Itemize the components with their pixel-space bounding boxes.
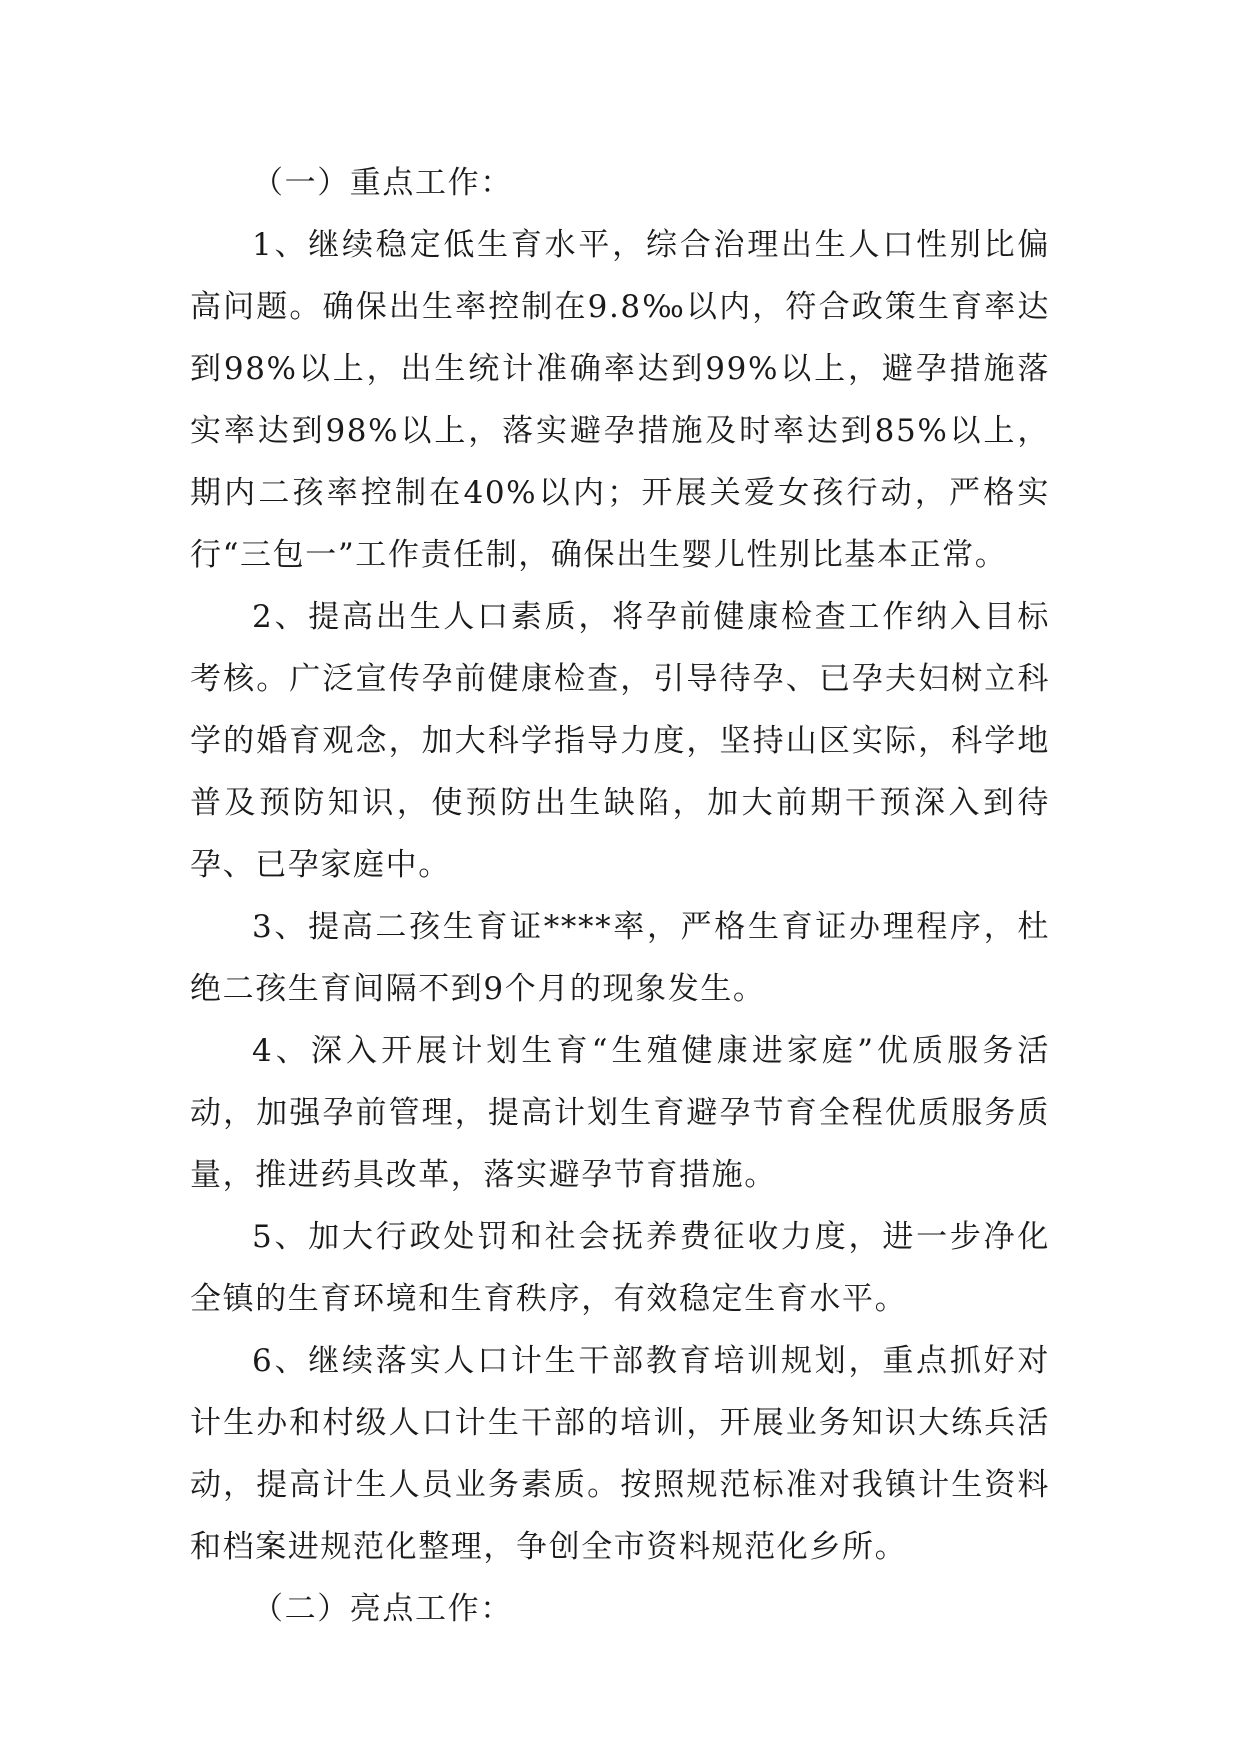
section-heading-key-work: （一）重点工作： [252, 165, 513, 201]
paragraph-item-5: 5、加大行政处罚和社会抚养费征收力度，进一步净化全镇的生育环境和生育秩序，有效稳定生育水平。 [190, 1219, 1050, 1317]
document-body [190, 152, 1050, 1640]
section-heading-highlight-work: （二）亮点工作： [252, 1591, 513, 1627]
paragraph-item-6: 6、继续落实人口计生干部教育培训规划，重点抓好对计生办和村级人口计生干部的培训，开展业务知识大练兵活动，提高计生人员业务素质。按照规范标准对我镇计生资料和档案进规范化整理，争创全市资料规范化乡所。 [190, 1343, 1050, 1565]
paragraph-item-3: 3、提高二孩生育证****率，严格生育证办理程序，杜绝二孩生育间隔不到9个月的现象发生。 [190, 909, 1050, 1007]
paragraph-item-1: 1、继续稳定低生育水平，综合治理出生人口性别比偏高问题。确保出生率控制在9.8‰以内，符合政策生育率达到98%以上，出生统计准确率达到99%以上，避孕措施落实率达到98%以上，落实避孕措施及时率达到85%以上，期内二孩率控制在40%以内；开展关爱女孩行动，严格实行“三包一”工作责任制，确保出生婴儿性别比基本正常。 [190, 227, 1050, 573]
paragraph-item-4: 4、深入开展计划生育“生殖健康进家庭”优质服务活动，加强孕前管理，提高计划生育避孕节育全程优质服务质量，推进药具改革，落实避孕节育措施。 [190, 1033, 1050, 1193]
paragraph-item-2: 2、提高出生人口素质，将孕前健康检查工作纳入目标考核。广泛宣传孕前健康检查，引导待孕、已孕夫妇树立科学的婚育观念，加大科学指导力度，坚持山区实际，科学地普及预防知识，使预防出生缺陷，加大前期干预深入到待孕、已孕家庭中。 [190, 599, 1050, 883]
